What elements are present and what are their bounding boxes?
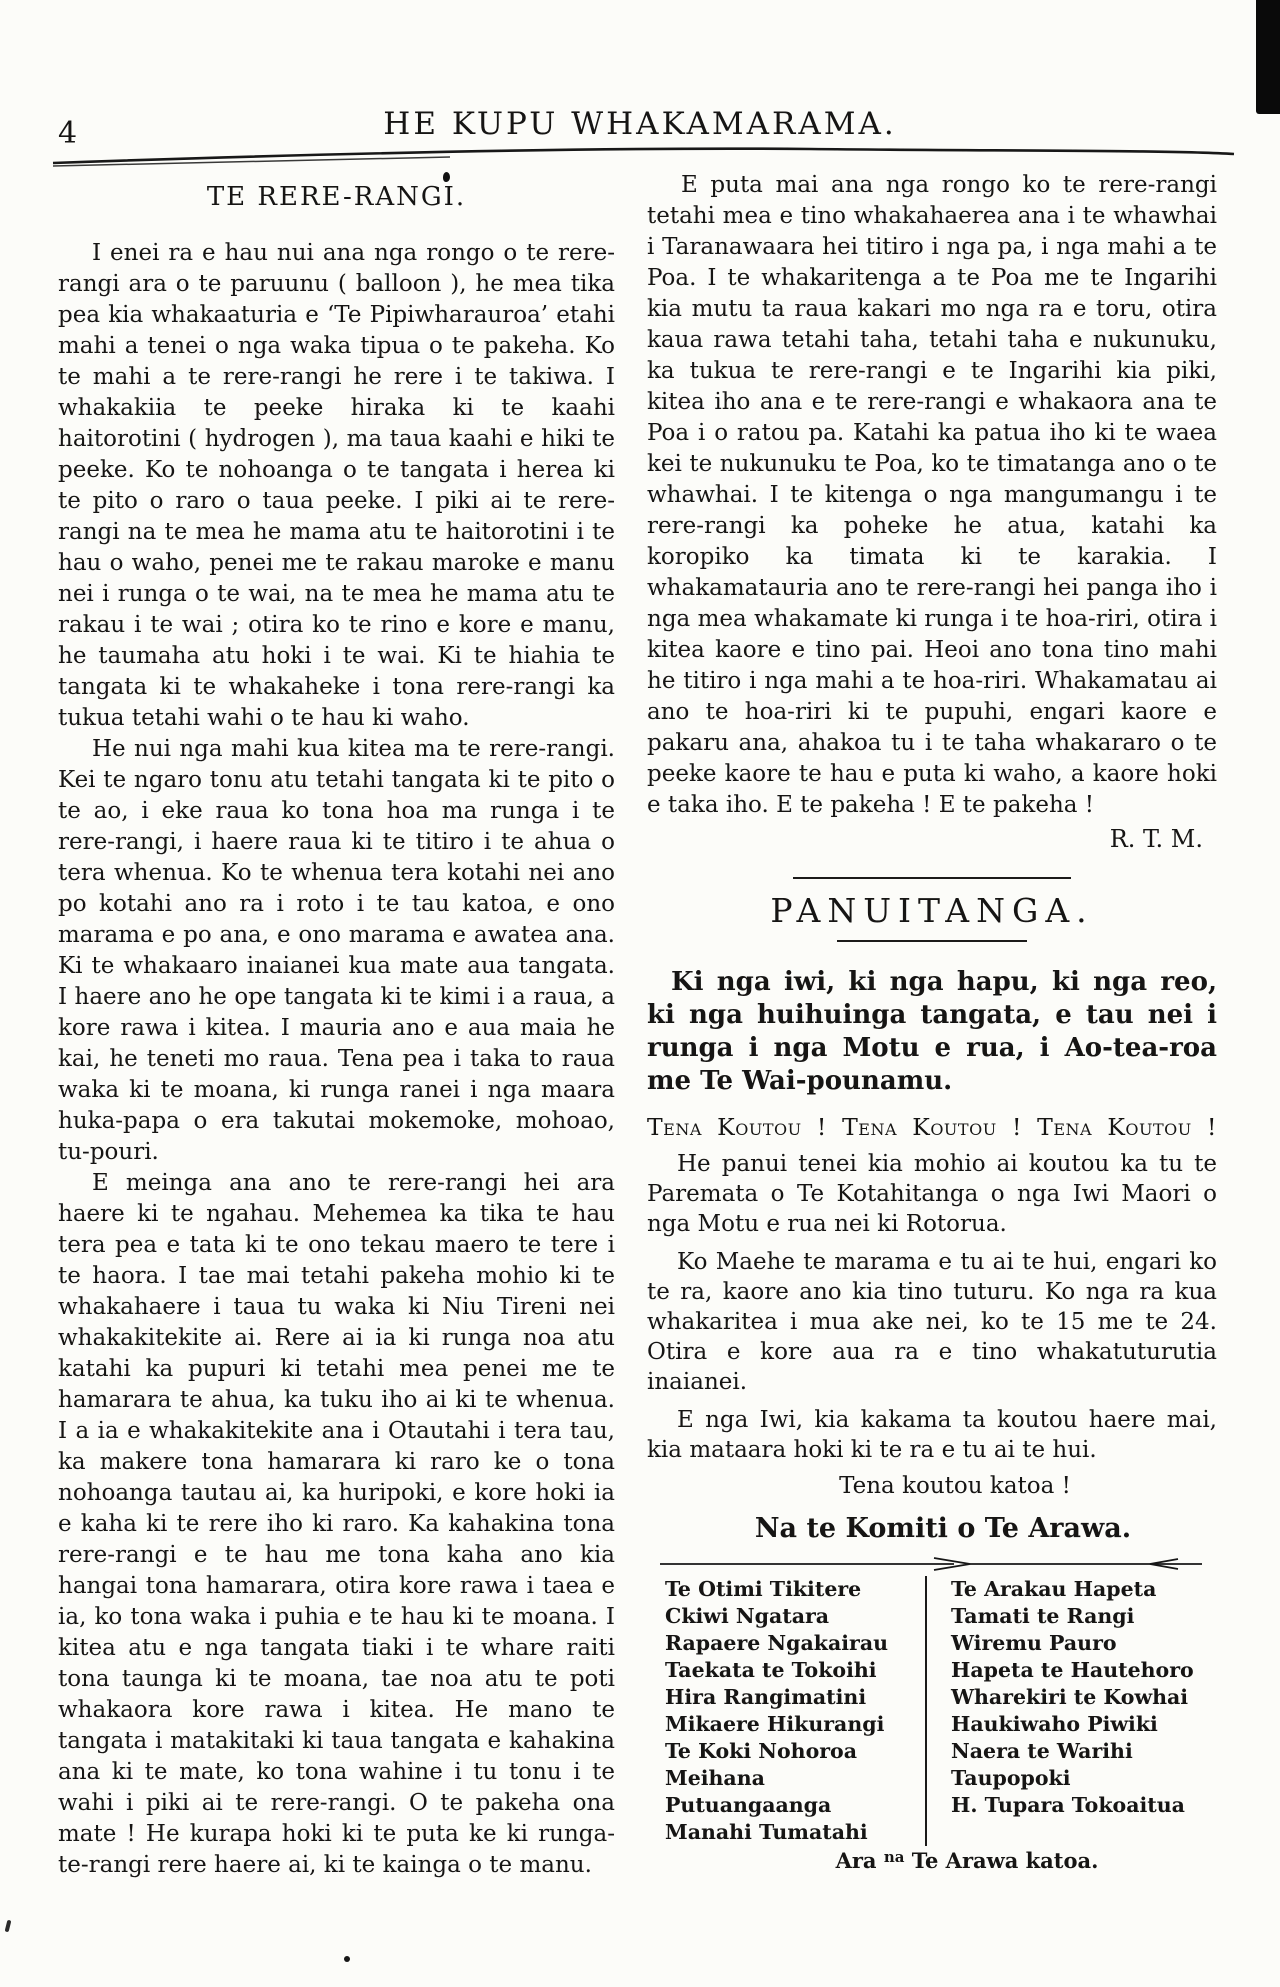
committee-member-name: Meihana Putuangaanga	[665, 1766, 832, 1817]
names-footer	[717, 1848, 1217, 1873]
committee-member-name: Tamati te Rangi	[951, 1604, 1135, 1628]
committee-member-name: Haukiwaho Piwiki	[951, 1712, 1158, 1736]
names-column-right	[951, 1576, 1217, 1846]
names-footer-text: Te Arawa katoa.	[911, 1848, 1099, 1873]
panui-closing: Tena koutou katoa !	[839, 1473, 1071, 1499]
article-paragraph: E puta mai ana nga rongo ko te rere-rangi tetahi mea e tino whakahaerea ana i te whawhai i Taranawaara hei titiro i nga pa, i nga mahi a te Poa. I te whakaritenga a te Poa me te Ingarihi kia mutu ta raua kakari mo nga ra e toru, otira kaua rawa tetahi taha, tetahi taha e nukunuku, ka tukua te rere-rangi e te Ingarihi kia piki, kitea iho ana e te rere-rangi e whakaora ana te Poa i o ratou pa. Katahi ka patua iho ki te waea kei te nukunuku te Poa, ko te timatanga ano o te whawhai. I te kitenga o nga mangumangu i te rere-rangi ka poheke he atua, katahi ka koropiko ka timata ki te karakia. I whakamatauria ano te rere-rangi hei panga iho i nga mea whakamate ki runga i te hoa-riri, otira i kitea kaore e tino pai. Heoi ano tona tino mahi he titiro i nga mahi a te hoa-riri. Whakamatau ai ano te hoa-riri ki te pupuhi, engari kaore e pakaru ana, ahakoa tu i te taha whakararo o te peeke kaore te hau e puta ki waho, a kaore hoki e taka iho. E te pakeha ! E te pakeha !	[647, 172, 1217, 818]
right-column	[647, 170, 1217, 1873]
committee-member-name: Taekata te Tokoihi	[665, 1658, 877, 1682]
section-divider-rule	[793, 877, 1071, 879]
committee-member-name: Naera te Warihi	[951, 1739, 1133, 1763]
names-footer-text: Ara	[835, 1848, 877, 1873]
article-paragraph: I enei ra e hau nui ana nga rongo o te rere-rangi ara o te paruunu ( balloon ), he mea tika pea kia whakaaturia e ‘Te Pipiwharauroa’ etahi mahi a tenei o nga waka tipua o te pakeha. Ko te mahi a te rere-rangi he rere i te takiwa. I whakakiia te peeke hiraka ki te kaahi haitorotini ( hydrogen ), ma taua kaahi e hiki te peeke. Ko te nohoanga o te tangata i herea ki te pito o raro o taua peeke. I piki ai te rere-rangi na te mea he mama atu te haitorotini i te hau o waho, penei me te rakau maroke e manu nei i runga o te wai, na te mea he mama atu te rakau i te wai ; otira ko te rino e kore e manu, he taumaha atu hoki i te wai. Ki te hiahia te tangata ki te whakaheke i tona rere-rangi ka tukua tetahi wahi o te hau ki waho.	[58, 240, 615, 731]
panui-heading: PANUITANGA.	[770, 891, 1094, 930]
header-rule	[50, 144, 1240, 170]
committee-member-name: Te Koki Nohoroa	[665, 1739, 857, 1763]
committee-member-name: Hapeta te Hautehoro	[951, 1658, 1194, 1682]
scan-corner-artifact	[1256, 0, 1280, 114]
committee-names-table	[665, 1576, 1217, 1846]
committee-member-name: Manahi Tumatahi	[665, 1820, 868, 1844]
heading-underline-rule	[837, 940, 1027, 942]
ink-speck-artifact	[5, 1920, 12, 1933]
committee-member-name: Te Otimi Tikitere	[665, 1577, 862, 1601]
panui-greeting: Tena Koutou ! Tena Koutou ! Tena Koutou !	[647, 1113, 1217, 1141]
committee-member-name: Mikaere Hikurangi	[665, 1712, 885, 1736]
panui-paragraph: E nga Iwi, kia kakama ta koutou haere mai, kia mataara hoki ki te ra e tu ai te hui.	[647, 1407, 1217, 1463]
panui-paragraph: Ko Maehe te marama e tu ai te hui, engari ko te ra, kaore ano kia tino tuturu. Ko nga ra kua whakaritea i mua ake nei, ko te 15 me te 24. Otira e kore aua ra e tino whakatuturutia inaianei.	[647, 1249, 1217, 1395]
committee-member-name: H. Tupara Tokoaitua	[951, 1793, 1185, 1817]
panui-paragraph: He panui tenei kia mohio ai koutou ka tu te Paremata o Te Kotahitanga o nga Iwi Maori o nga Motu e rua nei ki Rotorua.	[647, 1151, 1217, 1237]
article-signature: R. T. M.	[1109, 825, 1203, 853]
committee-member-name: Taupopoki	[951, 1766, 1071, 1790]
committee-member-name: Ckiwi Ngatara	[665, 1604, 830, 1628]
masthead-title: HE KUPU WHAKAMARAMA.	[383, 106, 897, 142]
names-column-divider	[925, 1576, 927, 1846]
article-title: TE RERE-RANGI.	[206, 182, 467, 212]
committee-member-name: Wiremu Pauro	[951, 1631, 1117, 1655]
decorative-arrow-rule	[656, 1554, 1208, 1572]
page-number: 4	[58, 116, 78, 151]
article-paragraph: He nui nga mahi kua kitea ma te rere-rangi. Kei te ngaro tonu atu tetahi tangata ki te pito o te ao, i eke raua ko tona hoa ma runga i te rere-rangi, i haere raua ki te titiro i te ahua o tera whenua. Ko te whenua tera kotahi nei ano po kotahi ano ra i roto i te tau katoa, e ono marama e po ana, e ono marama e awatea ana. Ki te whakaaro inaianei kua mate aua tangata. I haere ano he ope tangata ki te kimi i a raua, a kore rawa i kitea. I mauria ano e aua maia he kai, he teneti mo raua. Tena pea i taka to raua waka ki te moana, ki runga ranei i nga maara huka-papa o era takutai mokemoke, mohoao, tu-pouri.	[58, 736, 615, 1165]
committee-member-name: Rapaere Ngakairau	[665, 1631, 889, 1655]
committee-member-name: Hira Rangimatini	[665, 1685, 867, 1709]
committee-member-name: Te Arakau Hapeta	[951, 1577, 1157, 1601]
names-footer-superscript: na	[883, 1848, 905, 1866]
committee-member-name: Wharekiri te Kowhai	[951, 1685, 1189, 1709]
ink-dot-artifact	[443, 172, 450, 182]
article-paragraph: E meinga ana ano te rere-rangi hei ara haere ki te ngahau. Mehemea ka tika te hau tera pea e tata ki te ono tekau maero te tere i te haora. I tae mai tetahi pakeha mohio ki te whakahaere i taua tu waka ki Niu Tireni nei whakakitekite ai. Rere ai ia ki runga noa atu katahi ka pupuri ki tetahi mea penei me te hamarara te ahua, ka tuku iho ai ki te whenua. I a ia e whakakitekite ana i Otautahi i tera tau, ka makere tona hamarara ki raro ke o tona nohoanga tautau ai, ka huripoki, e kore hoki ia e kaha ki te rere iho ki raro. Ka kahakina tona rere-rangi e te hau me tona kaha ano kia hangai tona hamarara, otira kore rawa i taea e ia, ko tona waka i puhia e te hau ki te moana. I kitea atu e nga tangata tiaki i te whare raiti tona taunga ki te moana, tae noa atu te poti whakaora kore rawa i kitea. He mano te tangata i matakitaki ki taua tangata e kahakina ana ki te mate, ko tona wahine i tu tonu i te wahi i piki ai te rere-rangi. O te pakeha ona mate ! He kurapa hoki ki te puta ke ki runga-te-rangi rere haere ai, ki te kainga o te manu.	[58, 1170, 615, 1878]
committee-signoff: Na te Komiti o Te Arawa.	[754, 1513, 1132, 1544]
ink-speck-artifact	[344, 1956, 350, 1962]
panui-address: Ki nga iwi, ki nga hapu, ki nga reo, ki nga huihuinga tangata, e tau nei i runga i nga Motu e rua, i Ao-tea-roa me Te Wai-pounamu.	[647, 967, 1217, 1096]
left-column	[58, 182, 615, 1881]
names-column-left	[665, 1576, 925, 1846]
